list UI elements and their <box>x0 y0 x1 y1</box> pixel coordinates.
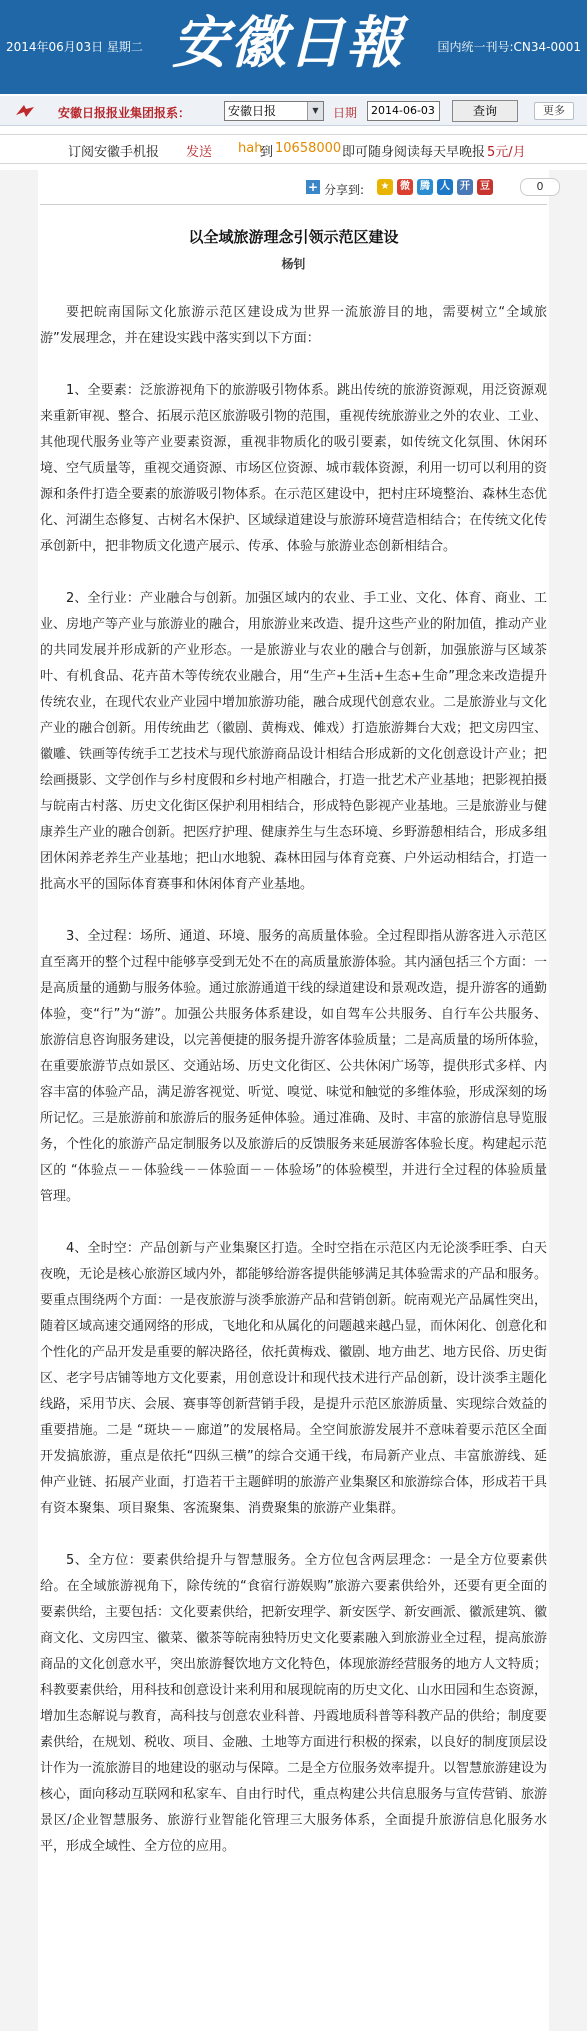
paragraph-5: 5、全方位：要素供给提升与智慧服务。全方位包含两层理念：一是全方位要素供给。在全域旅游视角下，除传统的“食宿行游娱购”旅游六要素供给外，还要有更全面的要素供给，主要包括：文化要素供给，把新安理学、新安医学、新安画派、徽派建筑、徽商文化、文房四宝、徽菜、徽茶等皖南独特历史文化要素融入到旅游业全过程，提高旅游商品的文化创意水平，突出旅游餐饮地方文化特色，体现旅游经营服务的地方人文特质；科教要素供给，用科技和创意设计来利用和展现皖南的历史文化、山水田园和生态资源，增加生态解说与教育，高科技与创意农业科普、丹霞地质科普等科教产品的供给；制度要素供给，在规划、税收、项目、金融、土地等方面进行积极的探索，以良好的制度顶层设计作为一流旅游目的地建设的驱动与保障。二是全方位服务效率提升。以智慧旅游建设为核心，面向移动互联网和私家车、自由行时代，重点构建公共信息服务与宣传营销、旅游景区/企业智慧服务、旅游行业智能化管理三大服务体系，全面提升旅游信息化服务水平，形成全域性、全方位的应用。 <box>40 1553 548 1854</box>
anhui-daily-logo-icon <box>14 103 34 119</box>
date-label: 日期 <box>333 106 358 120</box>
paragraph-3: 3、全过程：场所、通道、环境、服务的高质量体验。全过程即指从游客进入示范区直至离开的整个过程中能够享受到无处不在的高质量旅游体验。其内涵包括三个方面：一是高质量的通勤与服务体验。通过旅游通道干线的绿道建设和景观改造，提升游客的通勤体验，变“行”为“游”。加强公共服务体系建设，如自驾车公共服务、自行车公共服务、旅游信息咨询服务建设，以完善便捷的服务提升游客体验质量；二是高质量的场所体验，在重要旅游节点如景区、交通站场、历史文化街区、公共休闲广场等，提供形式多样、内容丰富的体验产品，满足游客视觉、听觉、嗅觉、味觉和触觉的多维体验，形成深刻的场所记忆。三是旅游前和旅游后的服务延伸体验。通过准确、及时、丰富的旅游信息导览服务，个性化的旅游产品定制服务以及旅游后的反馈服务来延展游客体验长度。构建起示范区的 “体验点－－体验线－－体验面－－体验场”的体验模型，并进行全过程的体验质量管理。 <box>40 929 548 1204</box>
price-text: 5元/月 <box>487 145 526 160</box>
share-plus-icon[interactable]: + <box>307 180 319 194</box>
renren-icon[interactable]: 人 <box>437 179 453 195</box>
douban-icon[interactable]: 豆 <box>477 179 493 195</box>
paragraph-4: 4、全时空：产品创新与产业集聚区打造。全时空指在示范区内无论淡季旺季、白天夜晚，无论是核心旅游区域内外，都能够给游客提供能够满足其体验需求的产品和服务。要重点围绕两个方面：一是夜旅游与淡季旅游产品和营销创新。皖南观光产品属性突出，随着区域高速交通网络的形成，飞地化和从属化的问题越来越凸显，而休闲化、创意化和个性化的产品开发是重要的解决路径，依托黄梅戏、徽剧、地方曲艺、地方民俗、历史街区、老字号店铺等地方文化要素，用创意设计和现代技术进行产品创新，设计淡季主题化线路，采用节庆、会展、赛事等创新营销手段，是提升示范区旅游质量、实现综合效益的重要措施。二是 “斑块－－廊道”的发展格局。全空间旅游发展并不意味着要示范区全面开发搞旅游，重点是依托“四纵三横”的综合交通干线，布局新产业点、丰富旅游线、延伸产业链、拓展产业面，打造若干主题鲜明的旅游产业集聚区和旅游综合体，形成若干具有资本聚集、项目聚集、客流聚集、消费聚集的旅游产业集群。 <box>40 1241 548 1516</box>
to-text: 到 <box>260 145 274 160</box>
chevron-down-icon[interactable]: ▼ <box>307 102 323 120</box>
masthead <box>0 0 587 94</box>
more-button[interactable]: 更多 <box>534 102 574 120</box>
weibo-icon[interactable]: 微 <box>397 179 413 195</box>
sms-code: hah <box>238 141 263 156</box>
share-bar <box>38 176 549 200</box>
qzone-icon[interactable]: ★ <box>377 179 393 195</box>
masthead-cn-number: 国内统一刊号:CN34-0001 <box>437 40 581 54</box>
paper-group-label: 安徽日报报业集团报系： <box>58 106 191 120</box>
divider <box>40 204 547 205</box>
paragraph-intro: 要把皖南国际文化旅游示范区建设成为世界一流旅游目的地，需要树立“全域旅游”发展理念，并在建设实践中落实到以下方面： <box>40 305 547 346</box>
paragraph-2: 2、全行业：产业融合与创新。加强区域内的农业、手工业、文化、体育、商业、工业、房地产等产业与旅游业的融合，用旅游业来改造、提升这些产业的附加值，推动产业的共同发展并形成新的产业形态。一是旅游业与农业的融合与创新，加强旅游与区域茶叶、有机食品、花卉苗木等传统农业融合，用“生产+生活+生态+生命”理念来改造提升传统农业，在现代农业产业园中增加旅游功能，融合成现代创意农业。二是旅游业与文化产业的融合创新。用传统曲艺（徽剧、黄梅戏、傩戏）打造旅游舞台大戏；把文房四宝、徽雕、铁画等传统手工艺技术与现代旅游商品设计相结合形成新的文化创意设计产业；把绘画摄影、文学创作与乡村度假和乡村地产相融合，打造一批艺术产业基地；把影视拍摄与皖南古村落、历史文化街区保护利用相结合，形成特色影视产业基地。三是旅游业与健康养生产业的融合创新。把医疗护理、健康养生与生态环境、乡野游憩相结合，形成多组团休闲养老养生产业基地；把山水地貌、森林田园与体育竞赛、户外运动相结合，打造一批高水平的国际体育赛事和休闲体育产业基地。 <box>40 591 548 892</box>
share-label: 分享到: <box>324 183 365 197</box>
mobile-subscribe-banner[interactable] <box>0 134 587 164</box>
paragraph-1: 1、全要素：泛旅游视角下的旅游吸引物体系。跳出传统的旅游资源观，用泛资源观来重新审视、整合、拓展示范区旅游吸引物的范围，重视传统旅游业之外的农业、工业、其他现代服务业等产业要素资源，重视非物质化的吸引要素，如传统文化氛围、休闲环境、空气质量等，重视交通资源、市场区位资源、城市载体资源，利用一切可以利用的资源和条件打造全要素的旅游吸引物体系。在示范区建设中，把村庄环境整治、森林生态优化、河湖生态修复、古树名木保护、区域绿道建设与旅游环境营造相结合；在传统文化传承创新中，把非物质文化遗产展示、传承、体验与旅游业态创新相结合。 <box>40 383 548 554</box>
newspaper-logo[interactable]: 安徽日報 <box>172 10 404 76</box>
subscribe-text: 订阅安徽手机报 <box>68 145 160 160</box>
date-input[interactable]: 2014-06-03 <box>367 101 440 121</box>
right-margin <box>549 170 587 2031</box>
tencent-weibo-icon[interactable]: 腾 <box>417 179 433 195</box>
left-margin <box>0 170 38 2031</box>
masthead-date: 2014年06月03日 星期二 <box>6 40 143 54</box>
paper-toolbar <box>0 96 587 126</box>
share-count: 0 <box>520 178 560 196</box>
sms-number: 10658000 <box>275 141 342 156</box>
kaixin-icon[interactable]: 开 <box>457 179 473 195</box>
article-body <box>40 300 547 1886</box>
paper-select-value: 安徽日报 <box>228 104 277 118</box>
query-button[interactable]: 查询 <box>452 100 518 122</box>
paper-select[interactable] <box>224 101 324 121</box>
article-author: 杨钊 <box>281 257 306 271</box>
send-text: 发送 <box>186 145 213 160</box>
article-title: 以全域旅游理念引领示范区建设 <box>188 228 399 246</box>
tail-text: 即可随身阅读每天早晚报 <box>342 145 486 160</box>
